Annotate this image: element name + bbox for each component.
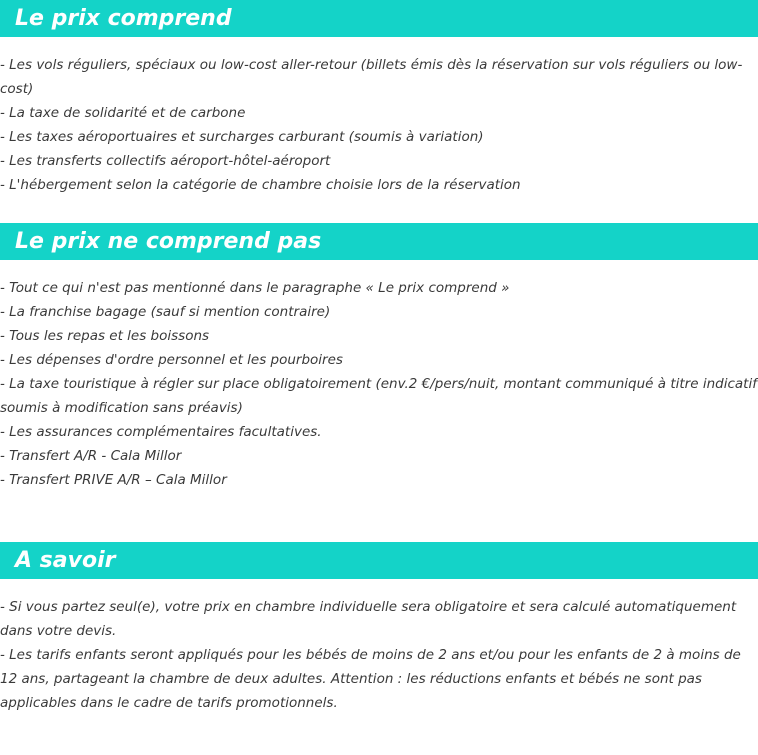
list-item: - Si vous partez seul(e), votre prix en chambre individuelle sera obligatoire et sera calculé automatiquement dans votre devis. bbox=[0, 599, 737, 639]
list-item: - Tout ce qui n'est pas mentionné dans le paragraphe « Le prix comprend » bbox=[0, 280, 510, 296]
list-item: - L'hébergement selon la catégorie de chambre choisie lors de la réservation bbox=[0, 177, 521, 193]
list-item: - La taxe touristique à régler sur place obligatoirement (env.2 €/pers/nuit, montant communiqué à titre indicatif soumis à modification sans préavis) bbox=[0, 376, 757, 416]
list-item: - La taxe de solidarité et de carbone bbox=[0, 105, 246, 121]
list-item: - Les dépenses d'ordre personnel et les pourboires bbox=[0, 352, 343, 368]
list-item: - Tous les repas et les boissons bbox=[0, 328, 210, 344]
section-price-excludes bbox=[0, 223, 758, 492]
list-item: - La franchise bagage (sauf si mention contraire) bbox=[0, 304, 331, 320]
info-list bbox=[0, 595, 758, 715]
section-heading: Le prix ne comprend pas bbox=[0, 223, 758, 260]
section-heading: A savoir bbox=[0, 542, 758, 579]
included-list bbox=[0, 53, 758, 197]
section-heading: Le prix comprend bbox=[0, 0, 758, 37]
list-item: - Transfert A/R - Cala Millor bbox=[0, 448, 182, 464]
excluded-list bbox=[0, 276, 758, 492]
section-price-includes bbox=[0, 0, 758, 197]
list-item: - Les transferts collectifs aéroport-hôtel-aéroport bbox=[0, 153, 331, 169]
list-item: - Les assurances complémentaires facultatives. bbox=[0, 424, 322, 440]
list-item: - Transfert PRIVE A/R – Cala Millor bbox=[0, 472, 227, 488]
list-item: - Les tarifs enfants seront appliqués pour les bébés de moins de 2 ans et/ou pour les enfants de 2 à moins de 12 ans, partageant la chambre de deux adultes. Attention : les réductions enfants et bébés ne sont pas applicables dans le cadre de tarifs promotionnels. bbox=[0, 647, 741, 711]
list-item: - Les taxes aéroportuaires et surcharges carburant (soumis à variation) bbox=[0, 129, 484, 145]
list-item: - Les vols réguliers, spéciaux ou low-cost aller-retour (billets émis dès la réservation sur vols réguliers ou low-cost) bbox=[0, 57, 743, 97]
section-good-to-know bbox=[0, 542, 758, 715]
